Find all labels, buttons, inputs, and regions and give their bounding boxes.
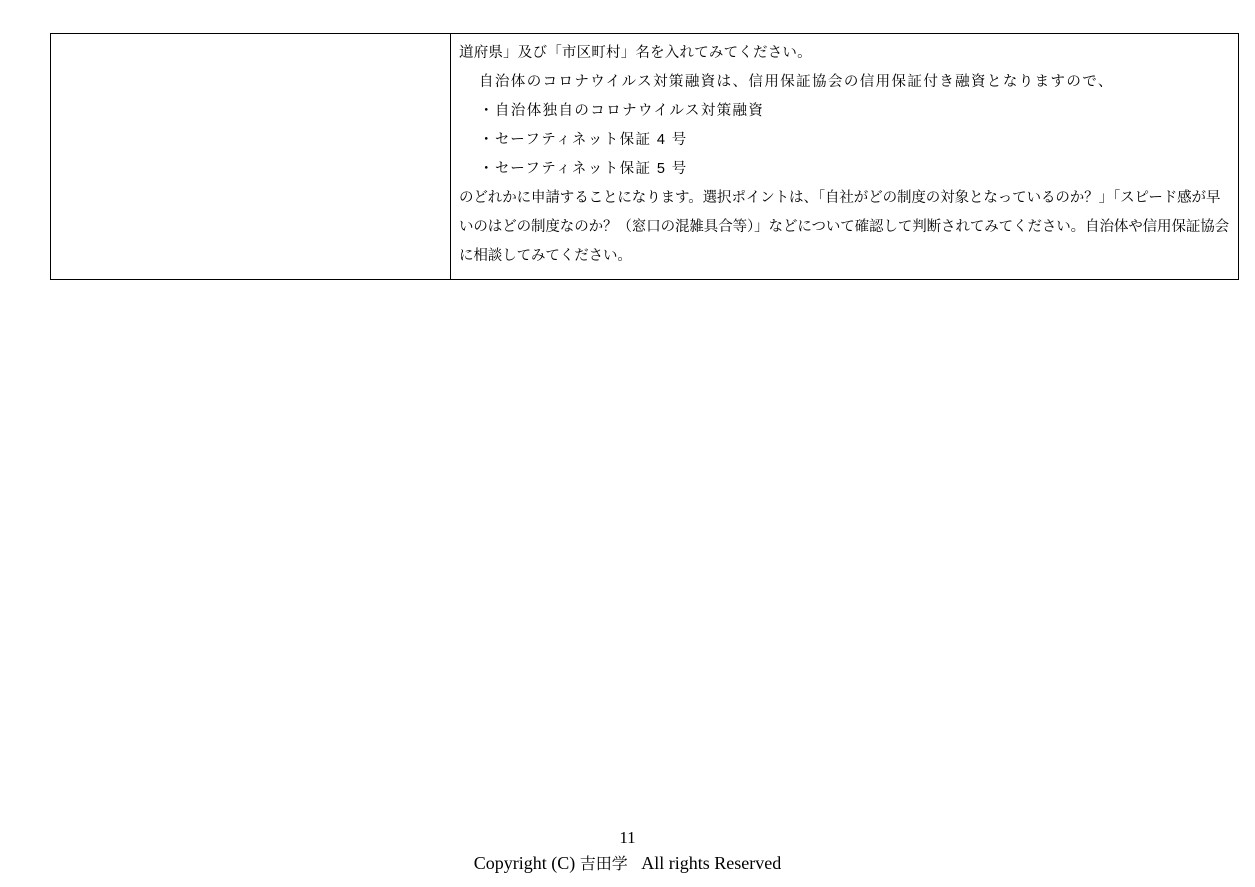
paragraph-guarantee: 自治体のコロナウイルス対策融資は、信用保証協会の信用保証付き融資となりますので、 <box>479 74 1114 90</box>
copyright-suffix: All rights Reserved <box>641 853 782 873</box>
bullet-local-government-loan: ・自治体独自のコロナウイルス対策融資 <box>479 103 765 119</box>
table-row <box>51 34 1239 280</box>
copyright-author: 吉田学 <box>579 856 628 873</box>
bullet-safety-net-5: ・セーフティネット保証 5 号 <box>479 161 688 177</box>
page-footer <box>0 828 1255 877</box>
bullet-safety-net-4: ・セーフティネット保証 4 号 <box>479 132 688 148</box>
copyright-line <box>0 851 1255 877</box>
copyright-prefix: Copyright (C) <box>473 853 576 873</box>
page-number: 11 <box>619 828 636 847</box>
table-cell-left <box>51 34 451 280</box>
content-table <box>50 33 1239 280</box>
paragraph-selection-points: のどれかに申請することになります。選択ポイントは、「自社がどの制度の対象となっているのか？」「スピード感が早いのはどの制度なのか？（窓口の混雑具合等）」などについて確認して判断されてみてください。自治体や信用保証協会に相談してみてください。 <box>459 190 1230 264</box>
table-cell-right <box>451 34 1239 280</box>
paragraph-intro: 道府県」及び「市区町村」名を入れてみてください。 <box>459 45 812 61</box>
